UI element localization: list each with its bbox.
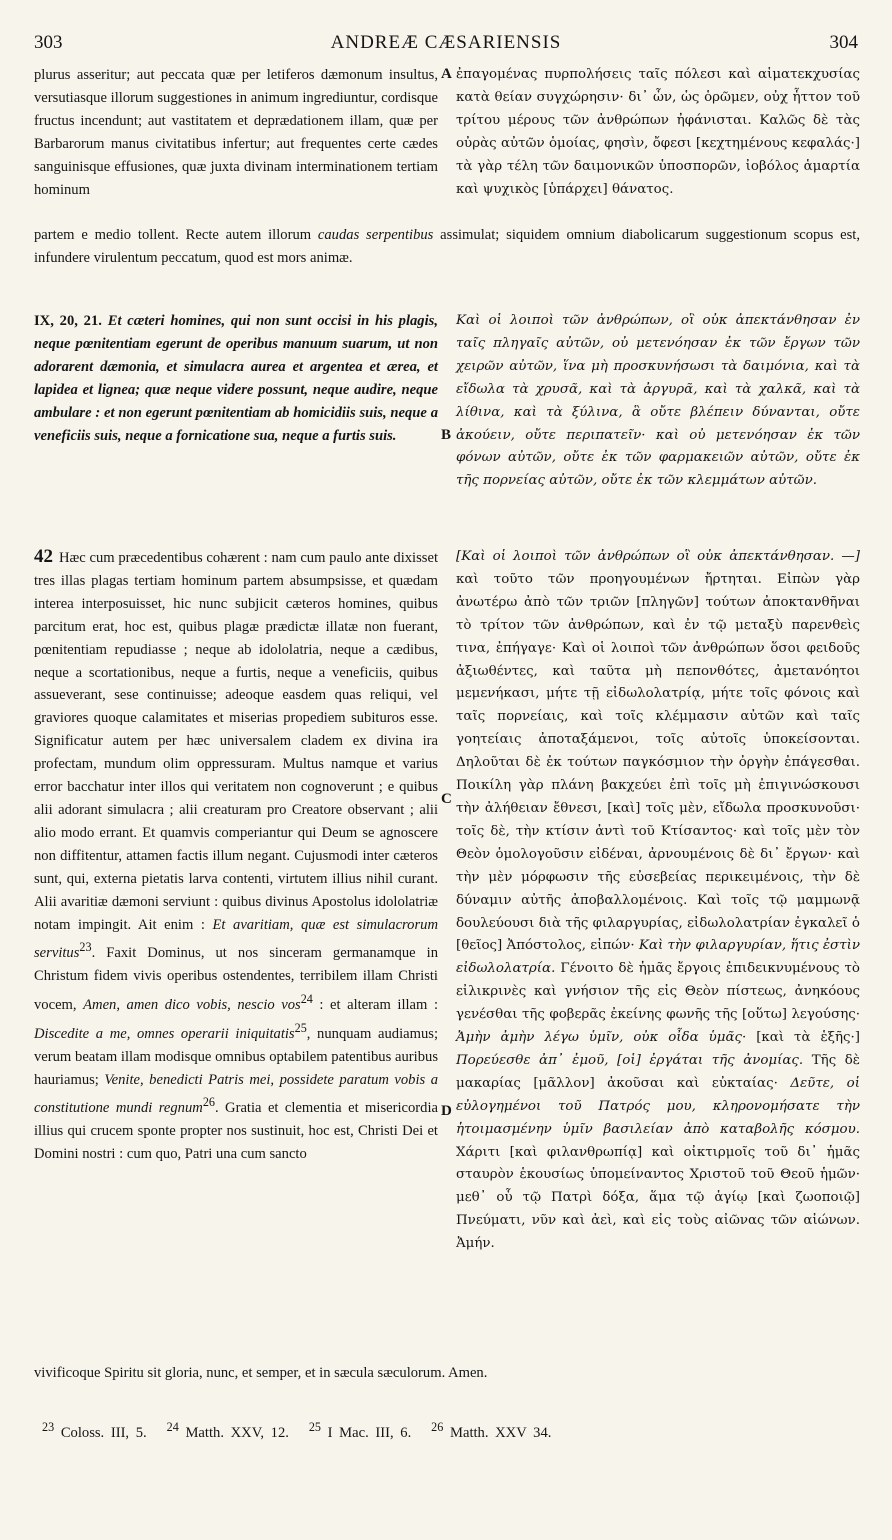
- latin-column-1: [34, 64, 438, 201]
- full-text-b: assimulat; siquidem omnium diabolicarum suggestionum scopus est, infundere virulentum peccatum, quod est mors animæ.: [34, 227, 860, 266]
- page-number-right: 304: [829, 32, 858, 53]
- footnote-text: Coloss. III, 5.: [60, 1424, 147, 1441]
- greek-text-3: [καὶ τὰ ἑξῆς·]: [746, 1030, 861, 1046]
- footnote-ref-26[interactable]: 26: [202, 1095, 215, 1110]
- latin-text-1: Hæc cum præcedentibus cohærent : nam cum paulo ante dixisset tres illas plagas tertiam hominum partem absumpsisse, et quædam interea interposuisset, hic nunc subjicit cæteros homines, quibus parcitum erat, hoc est, quibus plagæ prædictæ illatæ non fuerant, pœnitentiam repudiasse ; neque ab idololatria, neque a cædibus, neque a scortationibus, neque a furtis, neque a veneficiis, quibus assueverant, sese continuisse; adeoque easdem quas reliqui, vel graviores quoque calamitates et miserias propediem subituros esse. Significatur autem per hæc universalem cladem ex divina ira profectam, mundum olim oppressuram. Multus namque et varius error bacchatur inter illos qui veritatem non cognoverunt ; e quibus alii adorant simulacra ; alii creaturam pro Creatore observant ; alii alio modo errant. Et quamvis comperiantur qui Deum se agnoscere non diffitentur, attamen factis illum negant. Cujusmodi inter cæteros sunt, qui, externa pietatis larva contenti, virtutem illius nihil curant. Alii avaritiæ dæmoni serviunt : quibus divinus Apostolus idololatriæ notam impingit. Ait enim :: [34, 550, 438, 933]
- greek-quote-4: Δεῦτε, οἱ εὐλογημένοι τοῦ Πατρός μου, κληρονομήσατε τὴν ἡτοιμασμένην ὑμῖν βασιλείαν ἀπὸ καταβολῆς κόσμου.: [456, 1075, 860, 1137]
- footnote-text: Matth. XXV 34.: [449, 1424, 552, 1441]
- greek-column-1: [456, 64, 860, 201]
- latin-column-2: [34, 310, 438, 447]
- greek-text-1: καὶ τοῦτο τῶν προηγουμένων ἤρτηται. Εἰπὼν γὰρ ἀνωτέρω ἀπὸ τῶν τριῶν [πληγῶν] τούτων ἀποκτανθῆναι τὸ τρίτον τῶν ἀνθρώπων, καὶ ἐν τῷ μεταξὺ παρενθεὶς τινα, ἐπήγαγε· Καὶ οἱ λοιποὶ τῶν ἀνθρώπων ὅσοι φειδοῦς ἀξιωθέντες, καὶ ταῦτα μὴ πεπονθότες, ἀμετανόητοι μεμενήκασι, μήτε τῇ εἰδωλολατρίᾳ, μήτε τοῖς φόνοις καὶ ταῖς πορνείαις, καὶ τοῖς κλέμμασιν αὐτῶν καὶ ταῖς γοητείαις ἀποταξάμενοι, τοῖς αὐτοῖς ὑποκείσονται. Δηλοῦται δὲ ἐκ τούτων παγκόσμιον τὴν ὀργὴν ἐπάγεσθαι. Ποικίλη γὰρ πλάνη βακχεύει ἐπὶ τοῖς μὴ ἐπιγινώσκουσι τὴν ἀλήθειαν ἔθνεσι, [καὶ] τοῖς μὲν, εἴδωλα προσκυνοῦσι· τοῖς δὲ, τὴν κτίσιν ἀντὶ τοῦ Κτίσαντος· καὶ τοῖς μὲν τὸν Θεὸν ὁμολογοῦσιν εἰδέναι, ἀρνουμένοις δὲ δι᾽ ἔργων· καὶ τὴν μὲν μόρφωσιν τῆς εὐσεβείας περικειμένοις, τὴν δὲ δύναμιν αὐτῆς ἀποβαλλομένοις. Καὶ τοῖς τῷ μαμμωνᾷ δουλεύουσι διὰ τῆς φιλαργυρίας, εἰδωλολατρίαν ἐγκαλεῖ ὁ [θεῖος] Ἀπόστολος, εἰπών·: [456, 571, 860, 954]
- greek-text-4: Τῆς δὲ μακαρίας [μᾶλλον] ἀκοῦσαι καὶ εὐκταίας·: [456, 1052, 860, 1091]
- chapter-number: 42: [34, 546, 53, 567]
- greek-column-2: [456, 310, 860, 493]
- latin-column-3: [34, 546, 438, 1166]
- margin-letter-b: B: [441, 427, 452, 443]
- running-header: [34, 32, 858, 56]
- margin-letter-a: A: [441, 66, 452, 82]
- latin-quote-3: Discedite a me, omnes operarii iniquitatis: [34, 1025, 295, 1042]
- running-title: ANDREÆ CÆSARIENSIS: [330, 32, 562, 53]
- footnote-text: I Mac. III, 6.: [327, 1424, 412, 1441]
- verse-greek-text: Καὶ οἱ λοιποὶ τῶν ἀνθρώπων, οἳ οὐκ ἀπεκτάνθησαν ἐν ταῖς πληγαῖς αὐτῶν, οὐ μετενόησαν ἐκ τῶν ἔργων τῶν χειρῶν αὐτῶν, ἵνα μὴ προσκυνήσωσι τὰ δαιμόνια, καὶ τὰ εἴδωλα τὰ χρυσᾶ, καὶ τὰ ἀργυρᾶ, καὶ τὰ χαλκᾶ, καὶ τὰ λίθινα, καὶ τὰ ξύλινα, ἃ οὔτε βλέπειν δύνανται, οὔτε ἀκούειν, οὔτε περιπατεῖν· καὶ οὐ μετενόησαν ἐκ τῶν φόνων αὐτῶν, οὔτε ἐκ τῶν φαρμακειῶν αὐτῶν, οὔτε ἐκ τῆς πορνείας αὐτῶν, οὔτε ἐκ τῶν κλεμμάτων αὐτῶν.: [456, 313, 860, 489]
- page-number-left: 303: [34, 32, 63, 53]
- greek-paragraph: ἐπαγομένας πυρπολήσεις ταῖς πόλεσι καὶ αἱματεκχυσίας κατὰ θείαν συγχώρησιν· δι᾽ ὧν, ὡς ὁρῶμεν, οὐχ ἧττον τοῦ τρίτου μέρους τῶν ἀνθρώπων ἠφάνισται. Καλῶς δὲ τὰς οὐρὰς αὐτῶν ὁμοίας, φησὶν, ὄφεσι [κεχτημένους κεφαλάς·] τὰ γὰρ τέλη τῶν δαιμονικῶν ὑποσπορῶν, ἰοβόλος ἁμαρτία καὶ ψυχικὸς [ὑπάρχει] θάνατος.: [456, 67, 860, 197]
- footnote-number: 23: [42, 1420, 55, 1434]
- verse-reference: IX, 20, 21.: [34, 313, 102, 329]
- greek-quote-1: Καὶ τὴν φιλαργυρίαν, ἥτις ἐστὶν εἰδωλολατρία.: [456, 938, 860, 977]
- latin-text-3: : et alteram illam :: [312, 996, 438, 1013]
- latin-text-4: , nunquam audiamus; verum beatam illam modisque omnibus optabilem patentibus auribus hauriamus;: [34, 1025, 438, 1088]
- footnote-number: 24: [166, 1420, 179, 1434]
- full-width-closing: vivificoque Spiritu sit gloria, nunc, et semper, et in sæcula sæculorum. Amen.: [34, 1365, 488, 1381]
- footnote-text: Matth. XXV, 12.: [185, 1424, 289, 1441]
- latin-text-2: . Faxit Dominus, ut nos sinceram germanamque in Christum fidem vivis operibus ostendentes, terribilem illam Christi vocem,: [34, 945, 438, 1013]
- footnote-ref-24[interactable]: 24: [300, 992, 313, 1007]
- greek-lemma: [Καὶ οἱ λοιποὶ τῶν ἀνθρώπων οἳ οὐκ ἀπεκτάνθησαν. —]: [456, 549, 860, 564]
- full-text-a: partem e medio tollent. Recte autem illorum: [34, 227, 318, 243]
- footnotes: [42, 1420, 551, 1442]
- greek-text-2: Γένοιτο δὲ ἡμᾶς ἔργοις ἐπιδεικνυμένους τὸ εἰλικρινὲς καὶ γνήσιον τῆς εἰς Θεὸν πίστεως, ἀνηκόους γενέσθαι τῆς φοβερᾶς ἐκείνης φωνῆς τῆς [οὕτω] λεγούσης·: [456, 961, 860, 1023]
- full-width-paragraph-1: [34, 224, 860, 270]
- footnote-ref-25[interactable]: 25: [294, 1020, 307, 1035]
- latin-paragraph: plurus asseritur; aut peccata quæ per letiferos dæmonum insultus, versutiasque illorum suggestiones in animum ingrediuntur, cordisque fructus incendunt; aut vastitatem et deprædationem illam, quæ per Barbarorum manus civitatibus infertur; aut frequentes certe cædes sanguinisque effusiones, quæ juxta divinam interminationem tertiam hominum: [34, 67, 438, 198]
- latin-quote-2: Amen, amen dico vobis, nescio vos: [83, 996, 301, 1013]
- greek-text-5: Χάριτι [καὶ φιλανθρωπίᾳ] καὶ οἰκτιρμοῖς τοῦ δι᾽ ἡμᾶς σταυρὸν ἑκουσίως ὑπομείναντος Χριστοῦ τοῦ Θεοῦ ἡμῶν· μεθ᾽ οὗ τῷ Πατρὶ δόξα, ἅμα τῷ ἁγίῳ [καὶ ζωοποιῷ] Πνεύματι, νῦν καὶ ἀεὶ, καὶ εἰς τοὺς αἰῶνας τῶν αἰώνων. Ἀμήν.: [456, 1144, 860, 1252]
- footnote-number: 25: [308, 1420, 321, 1434]
- greek-quote-2: Ἀμὴν ἀμὴν λέγω ὑμῖν, οὐκ οἶδα ὑμᾶς·: [456, 1030, 747, 1046]
- margin-letter-c: C: [441, 791, 452, 807]
- latin-text-5: . Gratia et clementia et misericordia illius qui crucem sponte propter nos sustinuit, hoc est, Christi Dei et Domini nostri : cum quo, Patri una cum sancto: [34, 1100, 438, 1163]
- footnote-ref-23[interactable]: 23: [79, 940, 92, 955]
- margin-letter-d: D: [441, 1103, 452, 1119]
- full-text-italic: caudas serpentibus: [317, 227, 434, 243]
- greek-quote-3: Πορεύεσθε ἀπ᾽ ἐμοῦ, [οἱ] ἐργάται τῆς ἀνομίας.: [456, 1052, 804, 1068]
- greek-column-3: [456, 546, 860, 1256]
- latin-quote-1: Et avaritiam, quæ est simulacrorum servitus: [34, 916, 438, 962]
- footnote-number: 26: [431, 1420, 444, 1434]
- verse-latin-text: Et cæteri homines, qui non sunt occisi in his plagis, neque pœnitentiam egerunt de operibus manuum suarum, ut non adorarent dæmonia, et simulacra aurea et argentea et ærea, et lapidea et lignea; quæ neque videre possunt, neque audire, neque ambulare : et non egerunt pœnitentiam ab homicidiis suis, neque a veneficiis suis, neque a fornicatione sua, neque a furtis suis.: [34, 313, 438, 444]
- latin-quote-4: Venite, benedicti Patris mei, possidete paratum vobis a constitutione mundi regnum: [34, 1071, 438, 1117]
